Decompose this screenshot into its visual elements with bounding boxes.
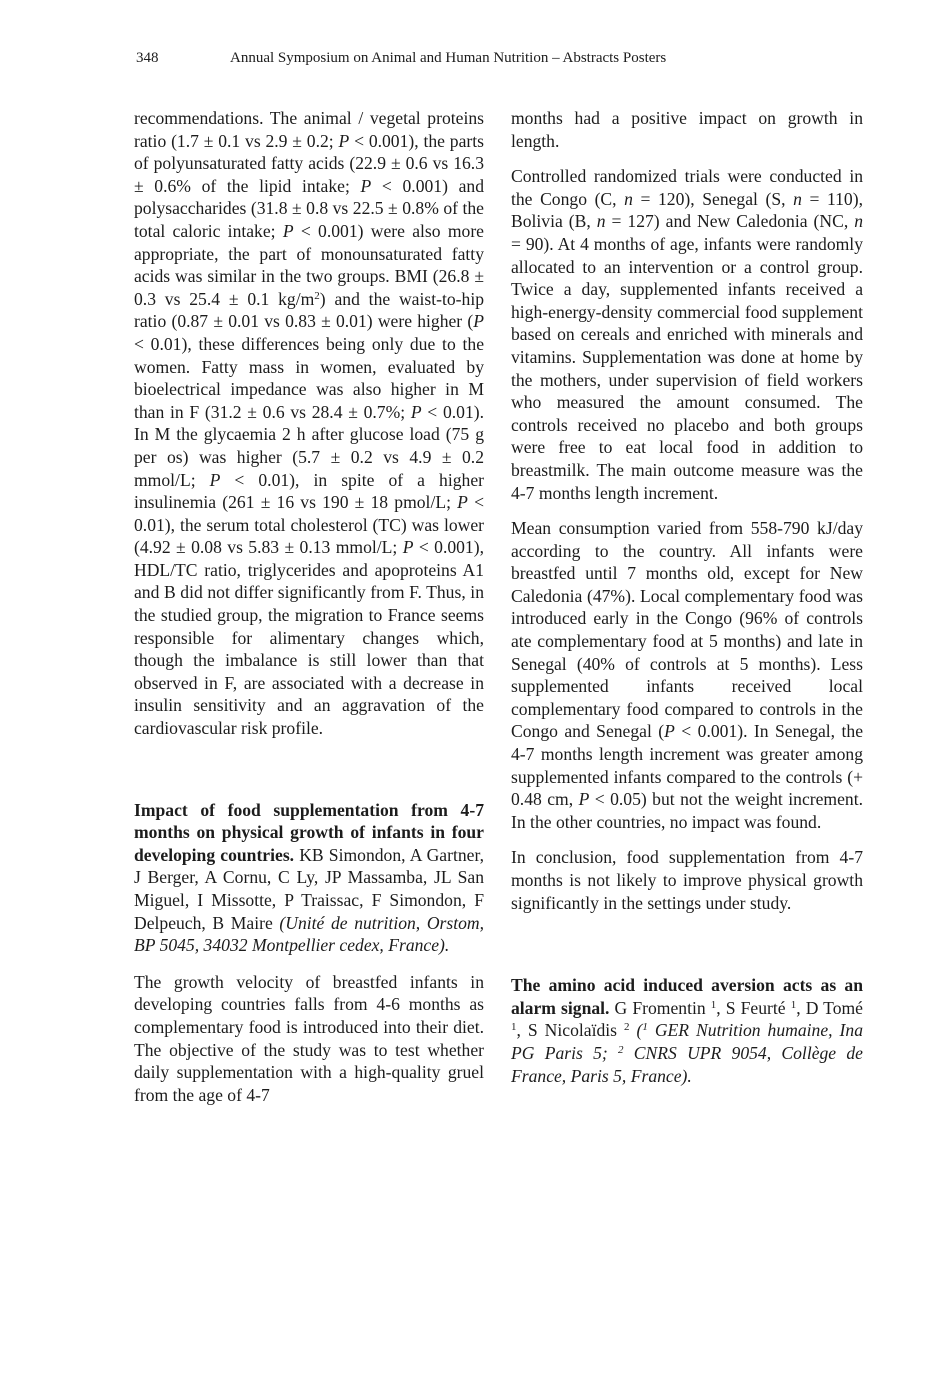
abstract-paragraph: The growth velocity of breastfed infants in developing countries falls from 4-6 months as complementary food is introduced into their diet. The objective of the study was to test whether daily supplementation with a high-quality gruel from the age of 4-7 [134, 971, 484, 1105]
abstract-paragraph: Mean consumption varied from 558-790 kJ/day according to the country. All infants were breastfed until 7 months old, except for New Caledonia (47%). Local complementary food was introduced early in the Congo (96% of controls ate complementary food at 5 months) and late in Senegal (40% of controls at 5 months). Less supplemented infants received local complementary food compared to controls in the Congo and Senegal (P < 0.001). In Senegal, the 4-7 months length increment was greater among supplemented infants compared to the controls (+ 0.48 cm, P < 0.05) but not the weight increment. In the other countries, no impact was found. [511, 518, 863, 832]
abstract-paragraph: months had a positive impact on growth in length. [511, 108, 863, 151]
abstract-title: Impact of food supplementation from 4-7 months on physical growth of infants in four developing countries. [134, 799, 484, 865]
abstract-paragraph: In conclusion, food supplementation from 4-7 months is not likely to improve physical growth significantly in the settings under study. [511, 847, 863, 913]
abstract-title: The amino acid induced aversion acts as an alarm signal. [511, 975, 863, 1018]
running-title: Annual Symposium on Animal and Human Nutrition – Abstracts Posters [230, 50, 667, 66]
page-number: 348 [136, 50, 159, 66]
abstract-affiliation: ($^1$ GER Nutrition humaine, Ina PG Paris 5; $^2$ CNRS UPR 9054, Collège de France, Paris 5, France). [511, 1020, 863, 1086]
abstract-authors: KB Simondon, A Gartner, J Berger, A Cornu, C Ly, JP Massamba, JL San Miguel, I Missotte, P Traissac, F Simondon, F Delpeuch, B Maire [134, 844, 484, 933]
abstract-heading: The amino acid induced aversion acts as an alarm signal. G Fromentin $^1$, S Feurté $^1$, D Tomé $^1$, S Nicolaïdis $^2$ ($^1$ GER Nutrition humaine, Ina PG Paris 5; $^2$ CNRS UPR 9054, Collège de France, Paris 5, France). [511, 975, 863, 1086]
previous-abstract-continuation: recommendations. The animal / vegetal proteins ratio (1.7 ± 0.1 vs 2.9 ± 0.2; P < 0.001), the parts of polyunsaturated fatty acids (22.9 ± 0.6 vs 16.3 ± 0.6% of the lipid intake; P < 0.001) and polysaccharides (31.8 ± 0.8 vs 22.5 ± 0.8% of the total caloric intake; P < 0.001) were also more appropriate, the part of monounsaturated fatty acids was similar in the two groups. BMI (26.8 ± 0.3 vs 25.4 ± 0.1 $kg/m^2$) and the waist-to-hip ratio (0.87 ± 0.01 vs 0.83 ± 0.01) were higher (P < 0.01), these differences being only due to the women. Fatty mass in women, evaluated by bioelectrical impedance was also higher in M than in F (31.2 ± 0.6 vs 28.4 ± 0.7%; P < 0.01). In M the glycaemia 2 h after glucose load (75 g per os) was higher (5.7 ± 0.2 vs 4.9 ± 0.2 mmol/L; P < 0.01), in spite of a higher insulinemia (261 ± 16 vs 190 ± 18 pmol/L; P < 0.01), the serum total cholesterol (TC) was lower (4.92 ± 0.08 vs 5.83 ± 0.13 mmol/L; P < 0.001), HDL/TC ratio, triglycerides and apoproteins A1 and B did not differ significantly from F. Thus, in the studied group, the migration to France seems responsible for alimentary changes which, though the imbalance is still lower than that observed in F, are associated with a decrease in insulin sensitivity and an aggravation of the cardiovascular risk profile. [134, 108, 485, 739]
left-column [134, 107, 484, 1106]
abstract-heading [134, 799, 484, 957]
abstract-paragraph: Controlled randomized trials were conducted in the Congo (C, n = 120), Senegal (S, n = 110), Bolivia (B, n = 127) and New Caledonia (NC, n = 90). At 4 months of age, infants were randomly allocated to an intervention or a control group. Twice a day, supplemented infants received a high-energy-density commercial food supplement based on cereals and enriched with minerals and vitamins. Supplementation was done at home by the mothers, under supervision of field workers who measured the amount consumed. The controls received no placebo and both groups were free to eat local food in addition to breastmilk. The main outcome measure was the 4-7 months length increment. [511, 166, 863, 503]
page-header [0, 50, 930, 74]
right-column [511, 107, 863, 1087]
abstract-affiliation: (Unité de nutrition, Orstom, BP 5045, 34032 Montpellier cedex, France). [134, 912, 485, 956]
